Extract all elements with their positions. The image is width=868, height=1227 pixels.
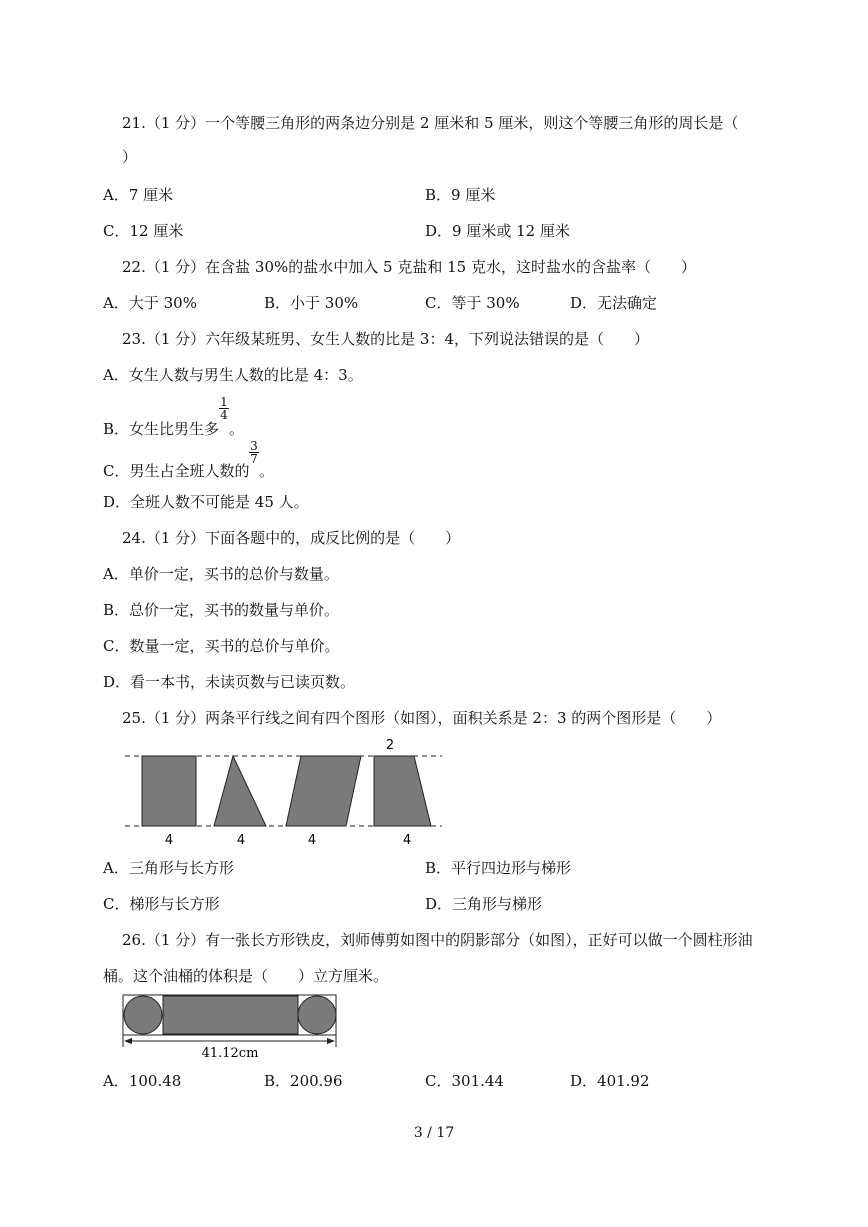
page-number: 3 / 17 xyxy=(413,1125,455,1141)
parallelogram-base-label: 4 xyxy=(307,833,317,848)
q25-option-c: C．梯形与长方形 xyxy=(103,895,220,913)
q22-option-a: A．大于 30% xyxy=(103,294,197,312)
q26-option-d: D．401.92 xyxy=(570,1072,650,1090)
q21-option-b: B．9 厘米 xyxy=(425,186,496,204)
q23-option-a: A．女生人数与男生人数的比是 4：3。 xyxy=(103,366,363,384)
q22-option-c: C．等于 30% xyxy=(425,294,520,312)
q24-option-a: A．单价一定，买书的总价与数量。 xyxy=(103,565,339,583)
q23-option-d: D．全班人数不可能是 45 人。 xyxy=(103,493,309,511)
right-circle xyxy=(298,996,336,1034)
q21-option-c: C．12 厘米 xyxy=(103,222,184,240)
parallelogram-shape xyxy=(286,756,361,826)
trapezoid-top-label: 2 xyxy=(385,738,395,753)
q25-stem: 25.（1 分）两条平行线之间有四个图形（如图），面积关系是 2：3 的两个图形是（ ） xyxy=(122,709,722,727)
q26-cylinder-net-figure xyxy=(120,993,340,1063)
q21-option-d: D．9 厘米或 12 厘米 xyxy=(425,222,570,240)
q22-option-b: B．小于 30% xyxy=(264,294,359,312)
q21-stem-cont: ） xyxy=(122,148,138,166)
rectangle-base-label: 4 xyxy=(164,833,174,848)
q22-stem: 22.（1 分）在含盐 30%的盐水中加入 5 克盐和 15 克水，这时盐水的含盐率（ ） xyxy=(122,258,696,276)
q24-option-d: D．看一本书，未读页数与已读页数。 xyxy=(103,673,356,691)
left-circle xyxy=(124,996,162,1034)
q23-c-fraction-numerator: 3 xyxy=(250,439,258,453)
q22-option-d: D．无法确定 xyxy=(570,294,658,312)
q26-stem-line1: 26.（1 分）有一张长方形铁皮，刘师傅剪如图中的阴影部分（如图），正好可以做一个圆柱形油 xyxy=(122,931,753,949)
q26-stem-line2: 桶。这个油桶的体积是（ ）立方厘米。 xyxy=(103,967,389,985)
q23-stem: 23.（1 分）六年级某班男、女生人数的比是 3：4，下列说法错误的是（ ） xyxy=(122,330,650,348)
arrow-left-icon xyxy=(124,1038,132,1044)
q23-b-suffix: 。 xyxy=(229,420,245,438)
q24-option-b: B．总价一定，买书的数量与单价。 xyxy=(103,601,340,619)
q23-option-c: C．男生占全班人数的 xyxy=(103,462,250,480)
q23-b-fraction xyxy=(219,396,229,421)
q23-option-b: B．女生比男生多 xyxy=(103,420,220,438)
q24-option-c: C．数量一定，买书的总价与单价。 xyxy=(103,637,340,655)
q25-shapes-figure xyxy=(120,734,450,850)
q26-option-b: B．200.96 xyxy=(264,1072,343,1090)
q21-stem: 21.（1 分）一个等腰三角形的两条边分别是 2 厘米和 5 厘米，则这个等腰三角形的周长是（ xyxy=(122,114,739,132)
q26-option-a: A．100.48 xyxy=(103,1072,182,1090)
arrow-right-icon xyxy=(327,1038,335,1044)
triangle-shape xyxy=(214,756,266,826)
middle-rectangle xyxy=(163,996,298,1034)
q23-c-fraction xyxy=(249,440,259,465)
q23-c-suffix: 。 xyxy=(259,462,275,480)
q24-stem: 24.（1 分）下面各题中的，成反比例的是（ ） xyxy=(122,529,461,547)
q25-option-b: B．平行四边形与梯形 xyxy=(425,859,572,877)
rectangle-shape xyxy=(142,756,196,826)
triangle-base-label: 4 xyxy=(236,833,246,848)
length-label: 41.12cm xyxy=(201,1046,259,1061)
q23-c-fraction-denominator: 7 xyxy=(250,452,258,466)
q26-option-c: C．301.44 xyxy=(425,1072,504,1090)
trapezoid-shape xyxy=(374,756,431,826)
q23-b-fraction-numerator: 1 xyxy=(220,395,228,409)
q23-b-fraction-denominator: 4 xyxy=(220,408,228,422)
trapezoid-base-label: 4 xyxy=(402,833,412,848)
q25-option-d: D．三角形与梯形 xyxy=(425,895,543,913)
q25-option-a: A．三角形与长方形 xyxy=(103,859,234,877)
q21-option-a: A．7 厘米 xyxy=(103,186,174,204)
